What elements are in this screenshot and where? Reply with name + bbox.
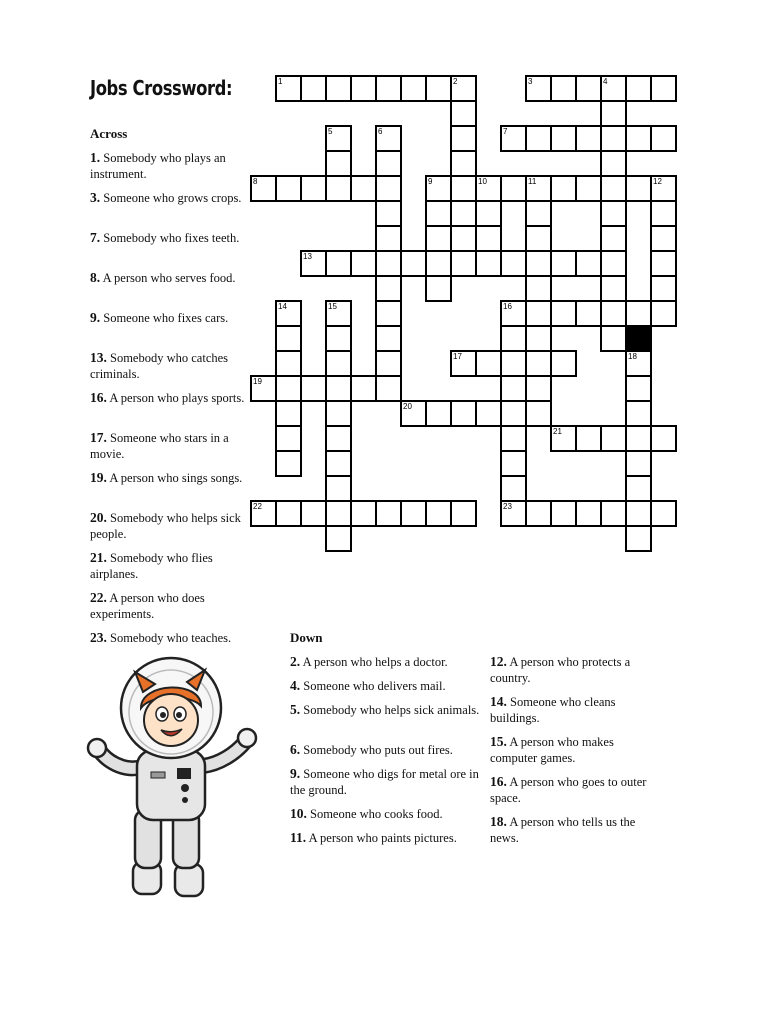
cell-number: 18 — [628, 352, 637, 361]
grid-cell[interactable] — [526, 126, 551, 151]
clue-text: Somebody who flies airplanes. — [90, 551, 213, 581]
cell-number: 22 — [253, 502, 262, 511]
grid-cell[interactable] — [501, 376, 526, 401]
grid-cell[interactable] — [401, 251, 426, 276]
clue-number: 14. — [490, 694, 507, 709]
grid-cell[interactable] — [376, 501, 401, 526]
grid-cell[interactable] — [501, 401, 526, 426]
grid-cell[interactable] — [326, 351, 351, 376]
clue-text: A person who helps a doctor. — [302, 655, 448, 669]
grid-cell[interactable] — [276, 326, 301, 351]
grid-cell[interactable] — [426, 401, 451, 426]
grid-cell[interactable] — [551, 126, 576, 151]
cell-number: 16 — [503, 302, 512, 311]
grid-cell[interactable] — [276, 376, 301, 401]
grid-cell[interactable] — [376, 301, 401, 326]
down-clue — [490, 654, 655, 686]
grid-cell[interactable] — [626, 426, 651, 451]
down-clue — [290, 702, 480, 718]
grid-cell[interactable] — [651, 226, 676, 251]
down-clue — [490, 774, 655, 806]
grid-cell[interactable] — [451, 401, 476, 426]
clue-text: A person who makes computer games. — [490, 735, 614, 765]
grid-cell[interactable] — [576, 251, 601, 276]
grid-cell[interactable] — [426, 501, 451, 526]
down-clue — [490, 814, 655, 846]
grid-cell[interactable] — [626, 501, 651, 526]
grid-cell[interactable] — [326, 476, 351, 501]
down-clue — [290, 678, 480, 694]
grid-cell[interactable] — [476, 251, 501, 276]
grid-cell[interactable] — [501, 426, 526, 451]
grid-cell[interactable] — [601, 201, 626, 226]
across-clue — [90, 630, 250, 646]
grid-cell[interactable] — [601, 276, 626, 301]
clue-text: Somebody who fixes teeth. — [103, 231, 240, 245]
grid-cell[interactable] — [426, 276, 451, 301]
cell-number: 4 — [603, 77, 608, 86]
page-title: Jobs Crossword: — [90, 76, 233, 100]
grid-cell[interactable] — [301, 76, 326, 101]
clue-number: 15. — [490, 734, 507, 749]
across-clue — [90, 150, 250, 182]
down-clue — [290, 766, 480, 798]
grid-cell[interactable] — [651, 76, 676, 101]
clue-text: Someone who delivers mail. — [303, 679, 446, 693]
clue-number: 17. — [90, 430, 107, 445]
clue-text: Someone who cooks food. — [310, 807, 443, 821]
grid-cell[interactable] — [601, 301, 626, 326]
grid-cell[interactable] — [326, 76, 351, 101]
cell-number: 13 — [303, 252, 312, 261]
across-clue — [90, 470, 250, 486]
cell-number: 19 — [253, 377, 262, 386]
grid-cell[interactable] — [601, 251, 626, 276]
across-clue — [90, 550, 250, 582]
clue-number: 8. — [90, 270, 101, 285]
clue-number: 13. — [90, 350, 107, 365]
grid-cell[interactable] — [626, 126, 651, 151]
clue-number: 23. — [90, 630, 107, 645]
clue-number: 19. — [90, 470, 107, 485]
cell-number: 5 — [328, 127, 333, 136]
clue-text: Someone who grows crops. — [103, 191, 242, 205]
grid-cell[interactable] — [526, 401, 551, 426]
clue-number: 2. — [290, 654, 301, 669]
grid-cell[interactable] — [451, 501, 476, 526]
cell-number: 12 — [653, 177, 662, 186]
down-clue — [490, 734, 655, 766]
grid-cell[interactable] — [626, 526, 651, 551]
clue-text: A person who protects a country. — [490, 655, 631, 685]
grid-cell[interactable] — [601, 226, 626, 251]
grid-cell[interactable] — [326, 251, 351, 276]
cell-number: 2 — [453, 77, 458, 86]
cell-number: 17 — [453, 352, 462, 361]
grid-cell[interactable] — [401, 76, 426, 101]
grid-cell[interactable] — [526, 501, 551, 526]
grid-cell[interactable] — [601, 101, 626, 126]
grid-cell[interactable] — [326, 526, 351, 551]
grid-cell[interactable] — [451, 126, 476, 151]
grid-cell[interactable] — [601, 501, 626, 526]
grid-cell[interactable] — [476, 401, 501, 426]
cell-number: 7 — [503, 127, 508, 136]
clue-text: Someone who fixes cars. — [103, 311, 229, 325]
grid-cell[interactable] — [526, 301, 551, 326]
black-cell — [626, 326, 651, 351]
grid-cell[interactable] — [601, 176, 626, 201]
clue-number: 9. — [90, 310, 101, 325]
across-heading: Across — [90, 126, 128, 141]
grid-cell[interactable] — [376, 151, 401, 176]
grid-cell[interactable] — [301, 376, 326, 401]
clue-number: 20. — [90, 510, 107, 525]
cell-number: 9 — [428, 177, 433, 186]
down-clue — [290, 830, 480, 846]
clue-number: 9. — [290, 766, 301, 781]
clue-text: Someone who digs for metal ore in the ground. — [290, 767, 479, 797]
grid-cell[interactable] — [576, 426, 601, 451]
cell-number: 14 — [278, 302, 287, 311]
grid-cell[interactable] — [551, 76, 576, 101]
across-clue — [90, 390, 250, 406]
across-clue — [90, 310, 250, 326]
grid-cell[interactable] — [326, 501, 351, 526]
grid-cell[interactable] — [376, 376, 401, 401]
clue-number: 3. — [90, 190, 101, 205]
grid-cell[interactable] — [601, 326, 626, 351]
grid-cell[interactable] — [551, 501, 576, 526]
grid-cell[interactable] — [651, 251, 676, 276]
grid-cell[interactable] — [626, 76, 651, 101]
clue-text: Someone who stars in a movie. — [90, 431, 229, 461]
grid-cell[interactable] — [301, 176, 326, 201]
clue-text: A person who tells us the news. — [490, 815, 636, 845]
grid-cell[interactable] — [626, 451, 651, 476]
cell-number: 11 — [528, 177, 537, 186]
grid-cell[interactable] — [276, 451, 301, 476]
grid-cell[interactable] — [276, 426, 301, 451]
clue-text: Somebody who helps sick people. — [90, 511, 241, 541]
grid-cell[interactable] — [476, 226, 501, 251]
grid-cell[interactable] — [576, 76, 601, 101]
grid-cell[interactable] — [601, 426, 626, 451]
clue-text: A person who paints pictures. — [308, 831, 457, 845]
grid-cell[interactable] — [526, 226, 551, 251]
grid-cell[interactable] — [376, 251, 401, 276]
clue-number: 4. — [290, 678, 301, 693]
grid-cell[interactable] — [501, 326, 526, 351]
grid-cell[interactable] — [526, 276, 551, 301]
cell-number: 3 — [528, 77, 533, 86]
grid-cell[interactable] — [476, 351, 501, 376]
grid-cell[interactable] — [651, 426, 676, 451]
clue-number: 11. — [290, 830, 307, 845]
across-clue — [90, 350, 250, 382]
clue-number: 1. — [90, 150, 101, 165]
across-clue — [90, 430, 250, 462]
grid-cell[interactable] — [326, 426, 351, 451]
grid-cell[interactable] — [651, 126, 676, 151]
clue-number: 22. — [90, 590, 107, 605]
clue-number: 6. — [290, 742, 301, 757]
cell-number: 21 — [553, 427, 562, 436]
clue-text: A person who goes to outer space. — [490, 775, 647, 805]
grid-cell[interactable] — [476, 201, 501, 226]
clue-number: 16. — [90, 390, 107, 405]
grid-cell[interactable] — [551, 351, 576, 376]
clue-text: A person who plays sports. — [109, 391, 245, 405]
grid-cell[interactable] — [526, 351, 551, 376]
grid-cell[interactable] — [576, 301, 601, 326]
across-clue — [90, 270, 250, 286]
grid-cell[interactable] — [376, 276, 401, 301]
grid-cell[interactable] — [351, 76, 376, 101]
cell-number: 10 — [478, 177, 487, 186]
grid-cell[interactable] — [501, 251, 526, 276]
clue-text: Somebody who catches criminals. — [90, 351, 229, 381]
cell-number: 20 — [403, 402, 412, 411]
grid-cell[interactable] — [376, 201, 401, 226]
grid-cell[interactable] — [651, 501, 676, 526]
grid-cell[interactable] — [326, 401, 351, 426]
grid-cell[interactable] — [451, 151, 476, 176]
grid-cell[interactable] — [451, 226, 476, 251]
grid-cell[interactable] — [451, 201, 476, 226]
grid-cell[interactable] — [576, 501, 601, 526]
clue-text: Somebody who puts out fires. — [303, 743, 453, 757]
grid-cell[interactable] — [526, 376, 551, 401]
cell-number: 1 — [278, 77, 283, 86]
grid-cell[interactable] — [426, 251, 451, 276]
grid-cell[interactable] — [626, 401, 651, 426]
grid-cell[interactable] — [551, 301, 576, 326]
grid-cell[interactable] — [376, 326, 401, 351]
across-clue — [90, 230, 250, 246]
clue-text: Somebody who plays an instrument. — [90, 151, 226, 181]
grid-cell[interactable] — [576, 176, 601, 201]
clue-number: 16. — [490, 774, 507, 789]
grid-cell[interactable] — [376, 76, 401, 101]
grid-cell[interactable] — [651, 301, 676, 326]
clue-text: A person who does experiments. — [90, 591, 205, 621]
grid-cell[interactable] — [326, 326, 351, 351]
down-clue — [290, 654, 480, 670]
clue-text: Somebody who teaches. — [110, 631, 232, 645]
clue-number: 12. — [490, 654, 507, 669]
grid-cell[interactable] — [651, 276, 676, 301]
clue-text: Somebody who helps sick animals. — [303, 703, 480, 717]
grid-cell[interactable] — [501, 451, 526, 476]
grid-cell[interactable] — [351, 376, 376, 401]
grid-cell[interactable] — [576, 126, 601, 151]
across-clue — [90, 190, 250, 206]
grid-cell[interactable] — [651, 201, 676, 226]
grid-cell[interactable] — [501, 476, 526, 501]
grid-cell[interactable] — [326, 451, 351, 476]
grid-cell[interactable] — [326, 376, 351, 401]
grid-cell[interactable] — [326, 176, 351, 201]
clue-number: 21. — [90, 550, 107, 565]
grid-cell[interactable] — [451, 251, 476, 276]
grid-cell[interactable] — [551, 251, 576, 276]
clue-number: 5. — [290, 702, 301, 717]
grid-cell[interactable] — [276, 351, 301, 376]
grid-cell[interactable] — [426, 76, 451, 101]
grid-cell[interactable] — [351, 501, 376, 526]
clue-number: 7. — [90, 230, 101, 245]
grid-cell[interactable] — [501, 351, 526, 376]
grid-cell[interactable] — [276, 501, 301, 526]
down-clue — [290, 806, 480, 822]
grid-cell[interactable] — [601, 126, 626, 151]
grid-cell[interactable] — [626, 176, 651, 201]
clue-text: Someone who cleans buildings. — [490, 695, 616, 725]
grid-cell[interactable] — [351, 251, 376, 276]
grid-cell[interactable] — [326, 151, 351, 176]
grid-cell[interactable] — [426, 226, 451, 251]
grid-cell[interactable] — [276, 176, 301, 201]
across-clue — [90, 510, 250, 542]
cell-number: 6 — [378, 127, 383, 136]
grid-cell[interactable] — [376, 176, 401, 201]
grid-cell[interactable] — [601, 151, 626, 176]
grid-cell[interactable] — [626, 301, 651, 326]
grid-cell[interactable] — [626, 376, 651, 401]
clue-number: 18. — [490, 814, 507, 829]
grid-cell[interactable] — [526, 201, 551, 226]
clue-text: A person who sings songs. — [109, 471, 243, 485]
grid-cell[interactable] — [501, 176, 526, 201]
grid-cell[interactable] — [301, 501, 326, 526]
clue-number: 10. — [290, 806, 307, 821]
grid-cell[interactable] — [526, 326, 551, 351]
grid-cell[interactable] — [401, 501, 426, 526]
cell-number: 15 — [328, 302, 337, 311]
grid-cell[interactable] — [351, 176, 376, 201]
cell-number: 23 — [503, 502, 512, 511]
down-clue — [290, 742, 480, 758]
clue-text: A person who serves food. — [102, 271, 236, 285]
across-clue — [90, 590, 250, 622]
grid-cell[interactable] — [526, 251, 551, 276]
grid-cell[interactable] — [451, 176, 476, 201]
down-heading: Down — [290, 630, 323, 645]
cell-number: 8 — [253, 177, 258, 186]
grid-cell[interactable] — [276, 401, 301, 426]
grid-cell[interactable] — [376, 226, 401, 251]
down-clue — [490, 694, 655, 726]
grid-cell[interactable] — [626, 476, 651, 501]
astronaut-illustration — [85, 650, 270, 915]
grid-cell[interactable] — [551, 176, 576, 201]
grid-cell[interactable] — [426, 201, 451, 226]
grid-cell[interactable] — [376, 351, 401, 376]
grid-cell[interactable] — [451, 101, 476, 126]
